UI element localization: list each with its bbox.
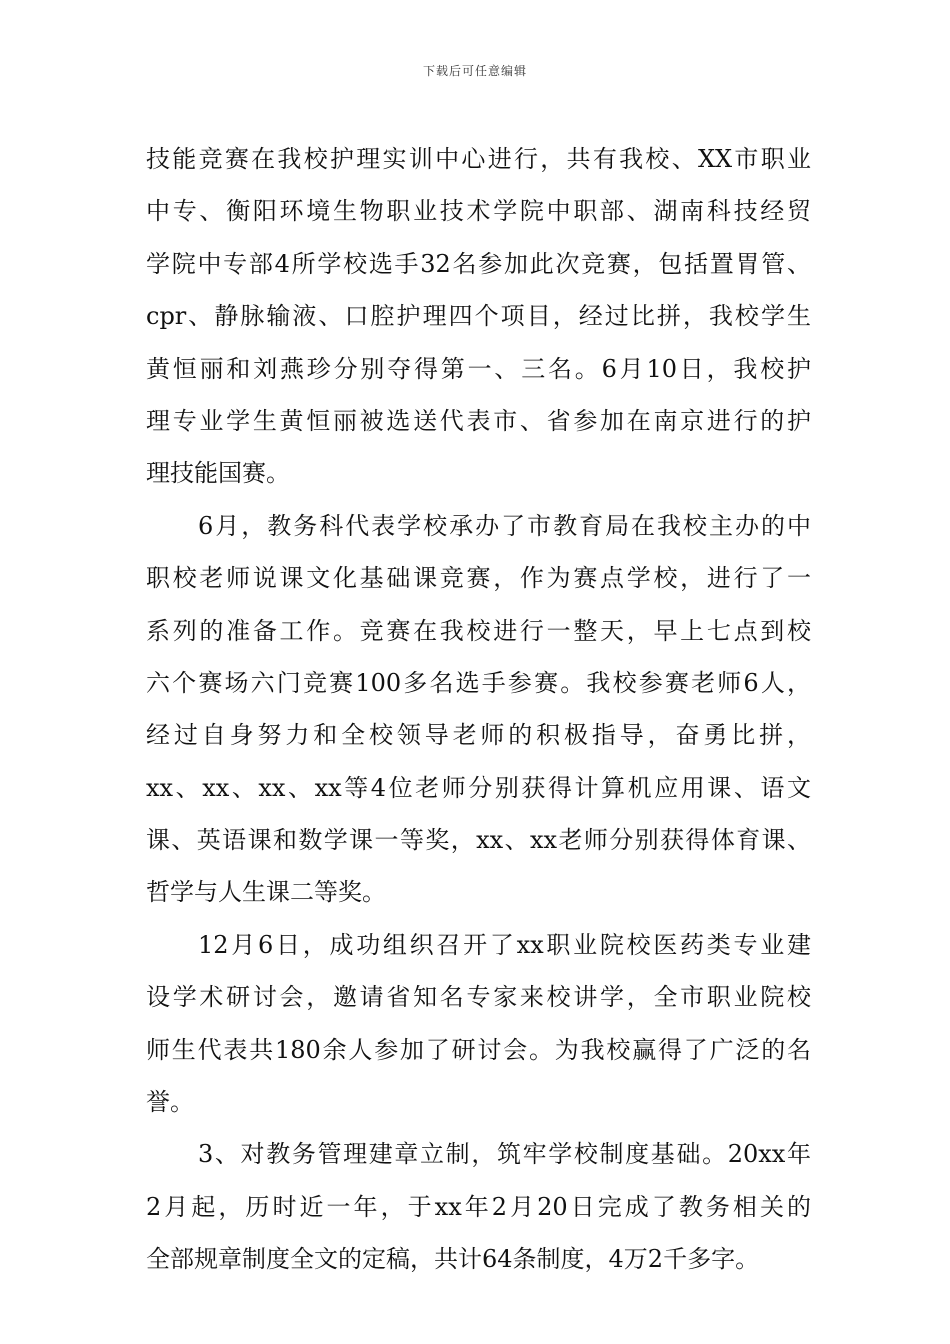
text-line: 课、英语课和数学课一等奖，xx、xx老师分别获得体育课、 [146,826,811,855]
paragraph-1 [146,133,811,500]
document-body [146,133,811,1286]
text-line: 3、对教务管理建章立制，筑牢学校制度基础。20xx年 [198,1140,811,1169]
text-line: 职校老师说课文化基础课竞赛，作为赛点学校，进行了一 [146,564,811,593]
text-line: 系列的准备工作。竞赛在我校进行一整天，早上七点到校 [146,616,811,645]
text-line: 2月起，历时近一年，于xx年2月20日完成了教务相关的 [146,1192,811,1221]
page-header-note: 下载后可任意编辑 [422,64,527,78]
text-line: 师生代表共180余人参加了研讨会。为我校赢得了广泛的名 [146,1035,811,1064]
text-line: 理专业学生黄恒丽被选送代表市、省参加在南京进行的护 [146,406,811,435]
text-line: 6月，教务科代表学校承办了市教育局在我校主办的中 [198,511,811,540]
text-line: 经过自身努力和全校领导老师的积极指导，奋勇比拼， [146,721,811,750]
text-line: 哲学与人生课二等奖。 [146,878,386,907]
paragraph-3 [146,919,811,1129]
text-line: 技能竞赛在我校护理实训中心进行，共有我校、XX市职业 [146,145,811,173]
text-line: 理技能国赛。 [146,459,290,488]
text-line: 誉。 [146,1088,194,1117]
text-line: 黄恒丽和刘燕珍分别夺得第一、三名。6月10日，我校护 [146,354,811,383]
paragraph-2 [146,500,811,919]
text-line: 六个赛场六门竞赛100多名选手参赛。我校参赛老师6人， [146,668,811,697]
text-line: 中专、衡阳环境生物职业技术学院中职部、湖南科技经贸 [146,197,811,226]
text-line: cpr、静脉输液、口腔护理四个项目，经过比拼，我校学生 [146,302,811,331]
paragraph-4 [146,1128,811,1285]
text-line: 全部规章制度全文的定稿，共计64条制度，4万2千多字。 [146,1245,760,1274]
text-line: 12月6日，成功组织召开了xx职业院校医药类专业建 [198,930,811,959]
text-line: xx、xx、xx、xx等4位老师分别获得计算机应用课、语文 [146,773,811,802]
text-line: 学院中专部4所学校选手32名参加此次竞赛，包括置胃管、 [146,249,811,278]
text-line: 设学术研讨会，邀请省知名专家来校讲学，全市职业院校 [146,983,811,1012]
